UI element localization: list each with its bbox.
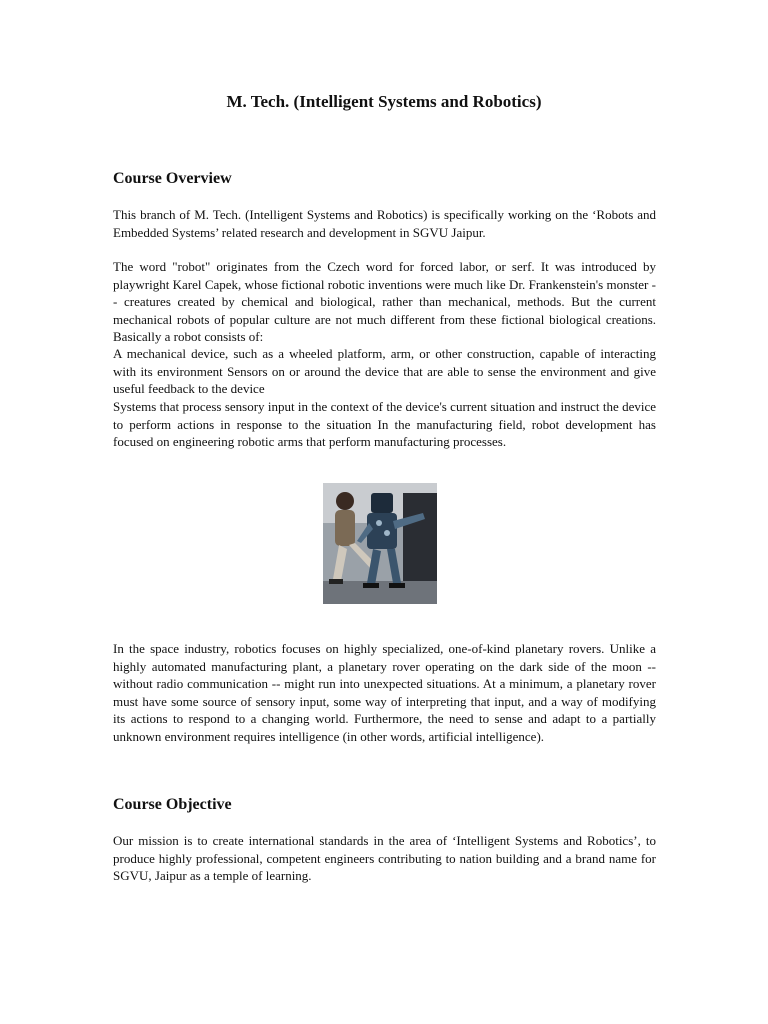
- section-heading-objective: Course Objective: [113, 796, 232, 813]
- robot-photo-illustration: [323, 483, 437, 604]
- overview-paragraph-4: Systems that process sensory input in the context of the device's current situation and instruct the device to perform actions in response to the situation In the manufacturing field, robot development has focused on engineering robotic arms that perform manufacturing processes.: [113, 399, 656, 450]
- section-heading-overview: Course Overview: [113, 170, 232, 187]
- overview-paragraph-5: In the space industry, robotics focuses on highly specialized, one-of-kind planetary rovers. Unlike a highly automated manufacturing plant, a planetary rover operating on the dark side of the moon -- without radio communication -- might run into unexpected situations. At a minimum, a planetary rover must have some source of sensory input, some way of interpreting that input, and a way of modifying its actions to respond to a changing world. Furthermore, the need to sense and adapt to a partially unknown environment requires intelligence (in other words, artificial intelligence).: [113, 641, 656, 744]
- page-title: M. Tech. (Intelligent Systems and Robotics): [226, 92, 542, 111]
- overview-paragraph-3: A mechanical device, such as a wheeled platform, arm, or other construction, capable of interacting with its environment Sensors on or around the device that are able to sense the environment and give useful feedback to the device: [113, 346, 656, 397]
- overview-paragraph-1: This branch of M. Tech. (Intelligent Systems and Robotics) is specifically working on the ‘Robots and Embedded Systems’ related research and development in SGVU Jaipur.: [113, 207, 656, 240]
- robot-photo: [323, 483, 437, 604]
- objective-paragraph-1: Our mission is to create international standards in the area of ‘Intelligent Systems and Robotics’, to produce highly professional, competent engineers contributing to nation building and a brand name for SGVU, Jaipur as a temple of learning.: [113, 833, 656, 884]
- overview-paragraph-2: The word "robot" originates from the Czech word for forced labor, or serf. It was introduced by playwright Karel Capek, whose fictional robotic inventions were much like Dr. Frankenstein's monster -- creatures created by chemical and biological, rather than mechanical, methods. But the current mechanical robots of popular culture are not much different from these fictional biological creations. Basically a robot consists of:: [113, 259, 656, 345]
